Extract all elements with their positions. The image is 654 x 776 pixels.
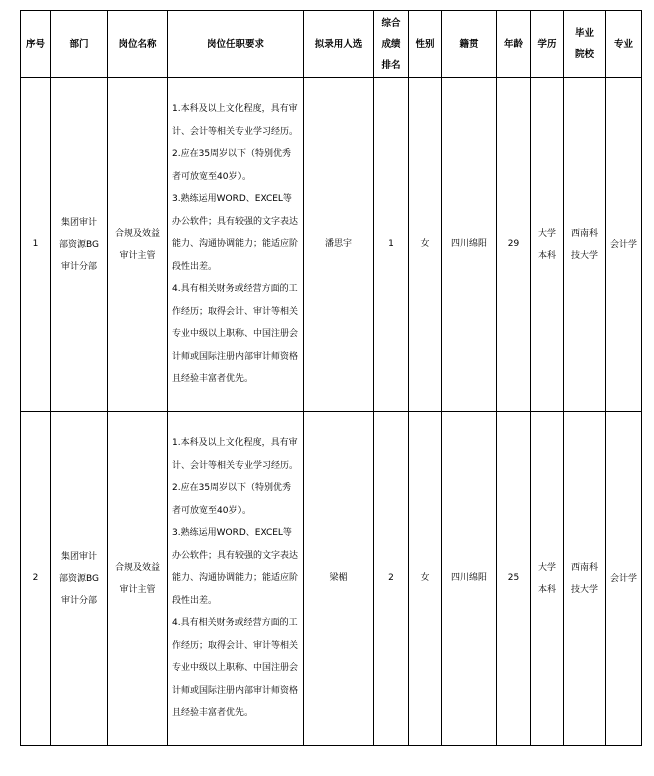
cell-major: 会计学: [606, 412, 642, 746]
cell-age: 29: [497, 78, 531, 412]
cell-school: 西南科技大学: [564, 78, 606, 412]
cell-age: 25: [497, 412, 531, 746]
cell-rank: 1: [374, 78, 409, 412]
requirement-item: 1.本科及以上文化程度，具有审计、会计等相关专业学习经历。: [172, 104, 299, 137]
header-position: 岗位名称: [108, 11, 168, 78]
cell-education: 大学本科: [531, 412, 564, 746]
requirement-item: 1.本科及以上文化程度，具有审计、会计等相关专业学习经历。: [172, 438, 299, 471]
cell-school: 西南科技大学: [564, 412, 606, 746]
header-origin: 籍贯: [442, 11, 497, 78]
cell-candidate: 潘思宇: [304, 78, 374, 412]
header-rank: 综合成绩排名: [374, 11, 409, 78]
cell-dept: 集团审计部资源BG审计分部: [51, 412, 108, 746]
cell-position: 合规及效益审计主管: [108, 78, 168, 412]
cell-candidate: 梁楣: [304, 412, 374, 746]
requirement-item: 2.应在35周岁以下（特别优秀者可放宽至40岁）。: [172, 483, 292, 516]
cell-origin: 四川绵阳: [442, 412, 497, 746]
header-gender: 性别: [409, 11, 442, 78]
header-seq: 序号: [21, 11, 51, 78]
cell-requirements: [168, 412, 304, 746]
header-requirements: 岗位任职要求: [168, 11, 304, 78]
cell-major: 会计学: [606, 78, 642, 412]
cell-position: 合规及效益审计主管: [108, 412, 168, 746]
header-dept: 部门: [51, 11, 108, 78]
table-row: [21, 412, 642, 746]
requirement-item: 4.具有相关财务或经营方面的工作经历；取得会计、审计等相关专业中级以上职称、中国注册会计师或国际注册内部审计师资格且经验丰富者优先。: [172, 284, 299, 385]
header-candidate: 拟录用人选: [304, 11, 374, 78]
header-education: 学历: [531, 11, 564, 78]
cell-rank: 2: [374, 412, 409, 746]
candidate-table: [20, 10, 642, 746]
header-major: 专业: [606, 11, 642, 78]
requirement-item: 3.熟练运用WORD、EXCEL等办公软件；具有较强的文字表达能力、沟通协调能力；能适应阶段性出差。: [172, 528, 299, 606]
cell-dept: 集团审计部资源BG审计分部: [51, 78, 108, 412]
cell-seq: 1: [21, 78, 51, 412]
cell-gender: 女: [409, 78, 442, 412]
cell-origin: 四川绵阳: [442, 78, 497, 412]
table-row: [21, 78, 642, 412]
requirement-item: 2.应在35周岁以下（特别优秀者可放宽至40岁）。: [172, 149, 292, 182]
cell-requirements: [168, 78, 304, 412]
header-age: 年龄: [497, 11, 531, 78]
cell-seq: 2: [21, 412, 51, 746]
requirement-item: 4.具有相关财务或经营方面的工作经历；取得会计、审计等相关专业中级以上职称、中国注册会计师或国际注册内部审计师资格且经验丰富者优先。: [172, 618, 299, 719]
requirement-item: 3.熟练运用WORD、EXCEL等办公软件；具有较强的文字表达能力、沟通协调能力；能适应阶段性出差。: [172, 194, 299, 272]
cell-education: 大学本科: [531, 78, 564, 412]
header-row: [21, 11, 642, 78]
cell-gender: 女: [409, 412, 442, 746]
header-school: 毕业院校: [564, 11, 606, 78]
